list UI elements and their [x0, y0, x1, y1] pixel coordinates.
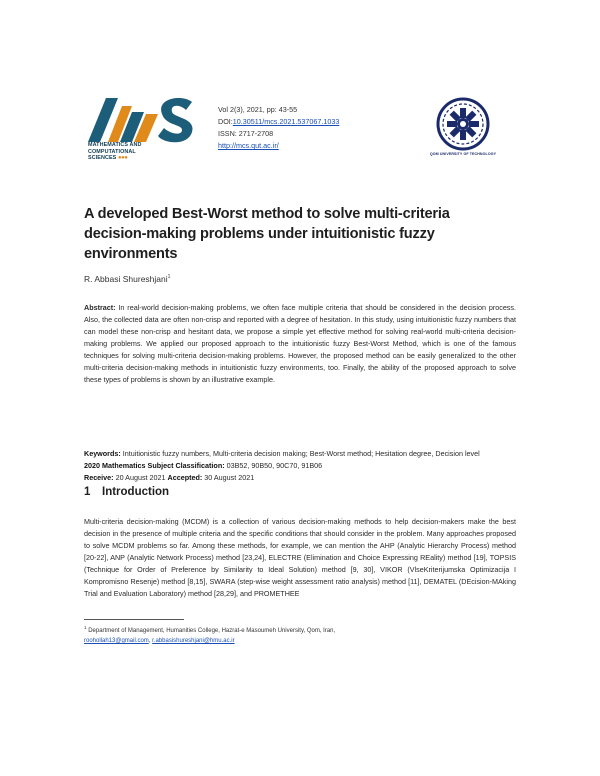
university-emblem-icon [427, 96, 499, 152]
author-line [84, 274, 170, 284]
volume-info: Vol 2(3), 2021, pp: 43-55 [218, 105, 298, 114]
doi-link[interactable]: 10.30511/mcs.2021.537067.1033 [232, 117, 340, 126]
footnote: $^1$ Department of Management, Humanities College, Hazrat-e Masoumeh University, Qom, Iran, roohollah13@gmail.com, r.abbasishureshjani@hmu.ac.ir [84, 625, 336, 644]
mcs-logo-icon [84, 92, 204, 144]
footnote-mark: 1 [84, 625, 87, 630]
receive-date: 20 August 2021 [115, 473, 166, 482]
keywords-label: Keywords: [84, 449, 121, 458]
msc-text: 03B52, 90B50, 90C70, 91B06 [226, 461, 323, 470]
email-link-1[interactable]: roohollah13@gmail.com [84, 638, 149, 644]
journal-info [218, 104, 339, 152]
msc-label: 2020 Mathematics Subject Classification: [84, 461, 225, 470]
section-heading-introduction [84, 486, 169, 498]
receive-label: Receive: [84, 473, 114, 482]
author-name: R. Abbasi Shureshjani [84, 274, 168, 284]
footnote-divider [84, 619, 184, 620]
abstract [84, 302, 516, 386]
university-logo [427, 96, 499, 168]
accepted-label: Accepted: [167, 473, 203, 482]
accepted-date: 30 August 2021 [204, 473, 255, 482]
email-link-2[interactable]: r.abbasishureshjani@hmu.ac.ir [152, 638, 235, 644]
abstract-label: Abstract: [84, 303, 116, 312]
introduction-paragraph: Multi-criteria decision-making (MCDM) is a collection of various decision-making methods to help decision-makers make the best decision in the presence of multiple criteria and the specific conditions that should consider in the problem. Many approaches proposed to solve MCDM problems so far. Among these methods, for example, we can mention the AHP (Analytic Hierarchy Process) method [20-22], ANP (Analytic Network Process) method [23,24], ELECTRE (Elimination and Choice Expressing REality) method [19], TOPSIS (Technique for Order of Preference by Similarity to Ideal Solution) method [9, 30], VIKOR (VlseKriterijumska Optimizacija I Kompromisno Resenje) method [8,15], SWARA (step-wise weight assessment ratio analysis) method [11], DEMATEL (DEcision-MAking Trial and Evaluation Laboratory) method [28,29], and PROMETHEE [84, 517, 516, 598]
journal-logo-text: MATHEMATICS AND COMPUTATIONAL SCIENCES ●●● [88, 142, 142, 162]
journal-url-link[interactable]: http://mcs.qut.ac.ir/ [218, 141, 279, 150]
footnote-text: Department of Management, Humanities College, Hazrat-e Masoumeh University, Qom, Iran, [88, 628, 336, 634]
keywords-text: Intuitionistic fuzzy numbers, Multi-criteria decision making; Best-Worst method; Hesitation degree, Decision level [122, 449, 480, 458]
logo-dots-icon: ●●● [117, 155, 128, 162]
keywords-block [84, 448, 516, 484]
issn-info: ISSN: 2717-2708 [218, 129, 274, 138]
section-number: 1 [84, 486, 91, 498]
section-title: Introduction [102, 486, 170, 498]
author-footnote-mark: 1 [167, 274, 171, 281]
university-name: QOM UNIVERSITY OF TECHNOLOGY [429, 152, 497, 156]
paper-title: A developed Best-Worst method to solve multi-criteria decision-making problems under intuitionistic fuzzy environments [84, 206, 450, 262]
journal-logo [84, 92, 204, 172]
doi-line: DOI:10.30511/mcs.2021.537067.1033 [218, 117, 340, 126]
abstract-text: In real-world decision-making problems, we often face multiple criteria that should be considered in the decision process. Also, the collected data are often non-crisp and reported with a degree of hesitation. In this study, using intuitionistic fuzzy numbers that can model these non-crisp and hesitant data, we propose a simple yet effective method for solving real-world multi-criteria decision-making problems. We applied our proposed approach to the intuitionistic fuzzy Best-Worst Method, which is one of the famous techniques for solving multi-criteria decision-making problems. However, the proposed method can be easily generalized to the other multi-criteria decision-making methods in intuitionistic fuzzy environments, too. Finally, the ability of the proposed approach to solve these types of problems is shown by an illustrative example. [84, 303, 516, 384]
